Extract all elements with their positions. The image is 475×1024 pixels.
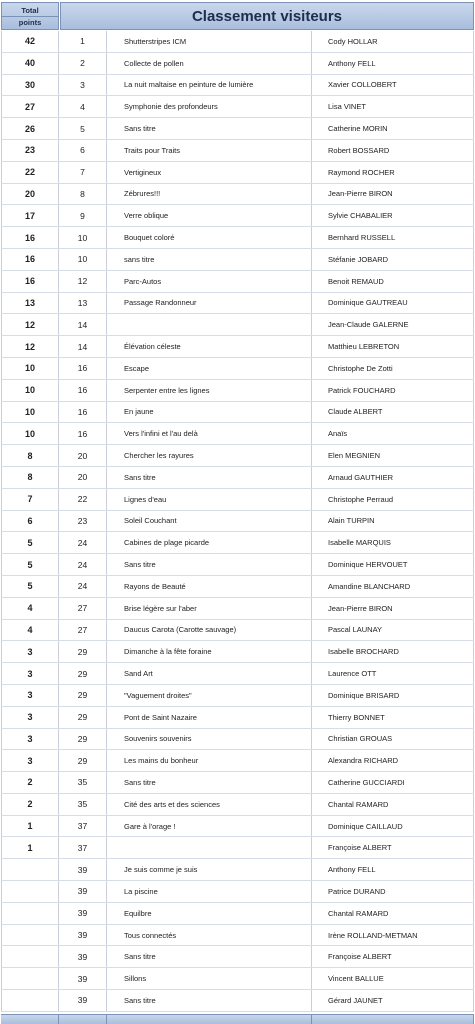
points-cell: 16 [1, 227, 59, 248]
points-cell: 40 [1, 53, 59, 74]
table-row [1, 205, 474, 227]
rank-cell: 14 [59, 314, 107, 335]
author-cell: Dominique CAILLAUD [312, 816, 474, 837]
table-row [1, 837, 474, 859]
table-row [1, 641, 474, 663]
table-row [1, 554, 474, 576]
table-row [1, 467, 474, 489]
points-cell [1, 990, 59, 1011]
rank-cell: 9 [59, 205, 107, 226]
table-row [1, 707, 474, 729]
points-cell: 1 [1, 816, 59, 837]
points-cell [1, 903, 59, 924]
title-cell: Vertigineux [107, 162, 312, 183]
points-cell: 26 [1, 118, 59, 139]
table-row [1, 314, 474, 336]
rank-cell: 10 [59, 249, 107, 270]
points-cell: 12 [1, 336, 59, 357]
title-cell: Élévation céleste [107, 336, 312, 357]
title-cell: Souvenirs souvenirs [107, 729, 312, 750]
table-row [1, 881, 474, 903]
title-cell: Sillons [107, 968, 312, 989]
rank-cell: 29 [59, 750, 107, 771]
author-cell: Jean-Pierre BIRON [312, 184, 474, 205]
author-cell: Anthony FELL [312, 859, 474, 880]
author-cell: Anthony FELL [312, 53, 474, 74]
points-cell: 7 [1, 489, 59, 510]
points-cell: 1 [1, 837, 59, 858]
table-row [1, 227, 474, 249]
title-cell: Cabines de plage picarde [107, 532, 312, 553]
author-cell: Patrick FOUCHARD [312, 380, 474, 401]
points-cell: 42 [1, 31, 59, 52]
title-cell: Sans titre [107, 118, 312, 139]
footer-cell [107, 1015, 312, 1024]
rank-cell: 24 [59, 532, 107, 553]
rank-cell: 12 [59, 271, 107, 292]
title-cell: Vers l'infini et l'au delà [107, 423, 312, 444]
title-cell: Gare à l'orage ! [107, 816, 312, 837]
table-row [1, 532, 474, 554]
table-row [1, 402, 474, 424]
rank-cell: 24 [59, 576, 107, 597]
points-cell [1, 946, 59, 967]
table-row [1, 358, 474, 380]
points-cell: 6 [1, 511, 59, 532]
title-cell: Verre oblique [107, 205, 312, 226]
rank-cell: 14 [59, 336, 107, 357]
points-cell: 8 [1, 467, 59, 488]
table-row [1, 489, 474, 511]
title-cell: Bouquet coloré [107, 227, 312, 248]
rank-cell: 22 [59, 489, 107, 510]
rank-cell: 39 [59, 859, 107, 880]
author-cell: Cody HOLLAR [312, 31, 474, 52]
table-row [1, 990, 474, 1012]
table-row [1, 118, 474, 140]
author-cell: Xavier COLLOBERT [312, 75, 474, 96]
title-cell: Sans titre [107, 554, 312, 575]
author-cell: Dominique GAUTREAU [312, 293, 474, 314]
author-cell: Patrice DURAND [312, 881, 474, 902]
points-cell: 10 [1, 402, 59, 423]
points-cell: 10 [1, 423, 59, 444]
title-cell: Sans titre [107, 772, 312, 793]
author-cell: Chantal RAMARD [312, 903, 474, 924]
title-cell: Escape [107, 358, 312, 379]
rank-cell: 39 [59, 946, 107, 967]
rank-cell: 4 [59, 96, 107, 117]
title-cell: Traits pour Traits [107, 140, 312, 161]
points-cell: 13 [1, 293, 59, 314]
author-cell: Jean-Claude GALERNE [312, 314, 474, 335]
table-row [1, 249, 474, 271]
author-cell: Matthieu LEBRETON [312, 336, 474, 357]
table-row [1, 140, 474, 162]
table-row [1, 31, 474, 53]
table-row [1, 96, 474, 118]
title-cell: Je suis comme je suis [107, 859, 312, 880]
table-row [1, 445, 474, 467]
author-cell: Chantal RAMARD [312, 794, 474, 815]
author-cell: Thierry BONNET [312, 707, 474, 728]
title-cell: Sans titre [107, 467, 312, 488]
title-cell: Passage Randonneur [107, 293, 312, 314]
author-cell: Dominique BRISARD [312, 685, 474, 706]
table-row [1, 946, 474, 968]
title-cell: Soleil Couchant [107, 511, 312, 532]
points-cell: 20 [1, 184, 59, 205]
points-cell: 16 [1, 271, 59, 292]
table-row [1, 620, 474, 642]
author-cell: Christophe De Zotti [312, 358, 474, 379]
footer-cell [59, 1015, 107, 1024]
author-cell: Isabelle BROCHARD [312, 641, 474, 662]
author-cell: Anaïs [312, 423, 474, 444]
table-row [1, 271, 474, 293]
author-cell: Françoise ALBERT [312, 946, 474, 967]
title-cell [107, 837, 312, 858]
author-cell: Lisa VINET [312, 96, 474, 117]
title-cell: Sand Art [107, 663, 312, 684]
points-cell: 5 [1, 532, 59, 553]
author-cell: Catherine MORIN [312, 118, 474, 139]
total-points-header-top: Total [21, 5, 39, 15]
table-row [1, 816, 474, 838]
author-cell: Robert BOSSARD [312, 140, 474, 161]
rank-cell: 16 [59, 402, 107, 423]
author-cell: Pascal LAUNAY [312, 620, 474, 641]
rank-cell: 39 [59, 881, 107, 902]
title-cell: La piscine [107, 881, 312, 902]
rank-cell: 20 [59, 467, 107, 488]
author-cell: Stéfanie JOBARD [312, 249, 474, 270]
author-cell: Benoit REMAUD [312, 271, 474, 292]
title-cell: Sans titre [107, 946, 312, 967]
table-row [1, 772, 474, 794]
title-cell: Equilbre [107, 903, 312, 924]
title-cell: Lignes d'eau [107, 489, 312, 510]
rank-cell: 10 [59, 227, 107, 248]
rank-cell: 29 [59, 641, 107, 662]
rank-cell: 3 [59, 75, 107, 96]
title-cell: Chercher les rayures [107, 445, 312, 466]
title-cell: Rayons de Beauté [107, 576, 312, 597]
table-row [1, 794, 474, 816]
author-cell: Dominique HERVOUET [312, 554, 474, 575]
title-cell: Pont de Saint Nazaire [107, 707, 312, 728]
table-row [1, 729, 474, 751]
points-cell: 8 [1, 445, 59, 466]
points-cell: 17 [1, 205, 59, 226]
points-cell [1, 881, 59, 902]
author-cell: Amandine BLANCHARD [312, 576, 474, 597]
author-cell: Isabelle MARQUIS [312, 532, 474, 553]
points-cell: 3 [1, 707, 59, 728]
rank-cell: 29 [59, 685, 107, 706]
rank-cell: 7 [59, 162, 107, 183]
author-cell: Alain TURPIN [312, 511, 474, 532]
points-cell: 10 [1, 358, 59, 379]
points-cell: 27 [1, 96, 59, 117]
rank-cell: 39 [59, 903, 107, 924]
table-row [1, 336, 474, 358]
points-cell: 3 [1, 685, 59, 706]
author-cell: Vincent BALLUE [312, 968, 474, 989]
rank-cell: 1 [59, 31, 107, 52]
points-cell: 16 [1, 249, 59, 270]
title-cell: Daucus Carota (Carotte sauvage) [107, 620, 312, 641]
table-row [1, 162, 474, 184]
table-row [1, 576, 474, 598]
author-cell: Claude ALBERT [312, 402, 474, 423]
table-footer [1, 1014, 474, 1024]
rank-cell: 29 [59, 663, 107, 684]
points-cell: 12 [1, 314, 59, 335]
author-cell: Jean-Pierre BIRON [312, 598, 474, 619]
author-cell: Sylvie CHABALIER [312, 205, 474, 226]
title-cell: Collecte de pollen [107, 53, 312, 74]
points-cell [1, 925, 59, 946]
rank-cell: 6 [59, 140, 107, 161]
table-row [1, 859, 474, 881]
table-row [1, 511, 474, 533]
points-cell: 22 [1, 162, 59, 183]
points-cell: 3 [1, 663, 59, 684]
table-row [1, 184, 474, 206]
title-cell: En jaune [107, 402, 312, 423]
author-cell: Christophe Perraud [312, 489, 474, 510]
rank-cell: 29 [59, 707, 107, 728]
rank-cell: 39 [59, 990, 107, 1011]
points-cell: 3 [1, 750, 59, 771]
title-cell: La nuit maltaise en peinture de lumière [107, 75, 312, 96]
title-cell: Shutterstripes ICM [107, 31, 312, 52]
author-cell: Christian GROUAS [312, 729, 474, 750]
table-row [1, 663, 474, 685]
total-points-header-bottom: points [18, 17, 42, 27]
author-cell: Gérard JAUNET [312, 990, 474, 1011]
table-row [1, 53, 474, 75]
table-row [1, 925, 474, 947]
points-cell: 4 [1, 620, 59, 641]
author-cell: Alexandra RICHARD [312, 750, 474, 771]
rank-cell: 16 [59, 423, 107, 444]
points-cell [1, 859, 59, 880]
points-cell: 10 [1, 380, 59, 401]
title-cell: Serpenter entre les lignes [107, 380, 312, 401]
table-row [1, 903, 474, 925]
rank-cell: 24 [59, 554, 107, 575]
rank-cell: 27 [59, 598, 107, 619]
title-cell: Les mains du bonheur [107, 750, 312, 771]
rank-cell: 29 [59, 729, 107, 750]
rank-cell: 20 [59, 445, 107, 466]
title-cell [107, 314, 312, 335]
table-row [1, 75, 474, 97]
rank-cell: 16 [59, 380, 107, 401]
author-cell: Irène ROLLAND-METMAN [312, 925, 474, 946]
points-cell: 2 [1, 794, 59, 815]
rank-cell: 13 [59, 293, 107, 314]
rank-cell: 27 [59, 620, 107, 641]
author-cell: Laurence OTT [312, 663, 474, 684]
rank-cell: 37 [59, 837, 107, 858]
rank-cell: 23 [59, 511, 107, 532]
title-cell: Cité des arts et des sciences [107, 794, 312, 815]
table-row [1, 293, 474, 315]
points-cell: 4 [1, 598, 59, 619]
rank-cell: 2 [59, 53, 107, 74]
rank-cell: 16 [59, 358, 107, 379]
rank-cell: 5 [59, 118, 107, 139]
footer-cell [312, 1015, 474, 1024]
footer-cell [1, 1015, 59, 1024]
title-cell: Symphonie des profondeurs [107, 96, 312, 117]
points-cell: 3 [1, 641, 59, 662]
rank-cell: 35 [59, 794, 107, 815]
table-row [1, 685, 474, 707]
title-cell: Zébrures!!! [107, 184, 312, 205]
rank-cell: 37 [59, 816, 107, 837]
page-title: Classement visiteurs [60, 2, 474, 30]
points-cell: 23 [1, 140, 59, 161]
title-cell: Brise légère sur l'aber [107, 598, 312, 619]
author-cell: Raymond ROCHER [312, 162, 474, 183]
title-cell: Parc-Autos [107, 271, 312, 292]
points-cell: 30 [1, 75, 59, 96]
table-row [1, 380, 474, 402]
points-cell [1, 968, 59, 989]
title-cell: "Vaguement droites" [107, 685, 312, 706]
table-row [1, 423, 474, 445]
author-cell: Elen MEGNIEN [312, 445, 474, 466]
title-cell: Tous connectés [107, 925, 312, 946]
rank-cell: 8 [59, 184, 107, 205]
rank-cell: 39 [59, 968, 107, 989]
author-cell: Bernhard RUSSELL [312, 227, 474, 248]
points-cell: 3 [1, 729, 59, 750]
rank-cell: 35 [59, 772, 107, 793]
title-cell: sans titre [107, 249, 312, 270]
ranking-table [1, 31, 474, 1012]
table-row [1, 968, 474, 990]
title-cell: Sans titre [107, 990, 312, 1011]
title-cell: Dimanche à la fête foraine [107, 641, 312, 662]
table-row [1, 750, 474, 772]
points-cell: 5 [1, 554, 59, 575]
rank-cell: 39 [59, 925, 107, 946]
author-cell: Arnaud GAUTHIER [312, 467, 474, 488]
author-cell: Françoise ALBERT [312, 837, 474, 858]
points-cell: 5 [1, 576, 59, 597]
table-row [1, 598, 474, 620]
total-points-header [1, 2, 59, 30]
points-cell: 2 [1, 772, 59, 793]
author-cell: Catherine GUCCIARDI [312, 772, 474, 793]
